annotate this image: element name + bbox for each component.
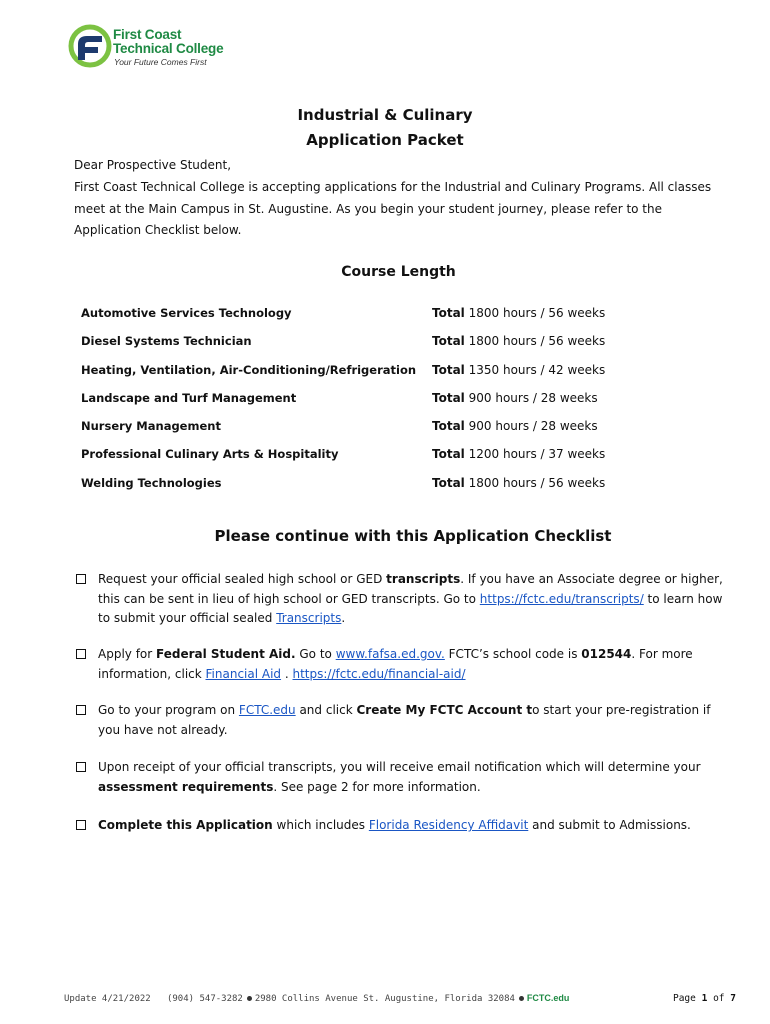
logo-name-line2: Technical College [113, 41, 224, 56]
program-duration: Total 900 hours / 28 weeks [432, 390, 598, 405]
checklist-heading: Please continue with this Application Checklist [214, 527, 612, 545]
program-name: Professional Culinary Arts & Hospitality [81, 447, 339, 462]
program-name: Diesel Systems Technician [81, 334, 252, 349]
transcripts-url-link[interactable]: https://fctc.edu/transcripts/ [479, 591, 644, 606]
checklist-item-transcripts: Request your official sealed high school or GED transcripts. If you have an Associate degree or higher, this can be sent in lieu of high school or GED transcripts. Go to https://fctc.edu/transcripts/ to learn how to submit your official sealed Transcripts. [76, 570, 736, 629]
residency-affidavit-link[interactable]: Florida Residency Affidavit [368, 818, 529, 832]
page-footer [64, 993, 744, 1004]
program-duration: Total 1200 hours / 37 weeks [432, 447, 606, 462]
checkbox-icon[interactable] [76, 574, 86, 584]
fctc-site-link[interactable]: FCTC.edu [238, 703, 296, 717]
program-name: Welding Technologies [81, 475, 222, 490]
transcripts-link[interactable]: Transcripts [276, 611, 342, 625]
table-row [81, 306, 641, 334]
program-name: Automotive Services Technology [81, 306, 292, 320]
page-title-line2: Application Packet [306, 131, 464, 149]
footer-update-date: Update 4/21/2022 [64, 994, 151, 1004]
checklist-item-create-account: Go to your program on FCTC.edu and click Create My FCTC Account to start your pre-registration if you have not already. [76, 701, 736, 740]
footer-site: FCTC.edu [526, 993, 570, 1003]
checklist-item-financial-aid: Apply for Federal Student Aid. Go to www.fafsa.ed.gov. FCTC’s school code is 012544. For more information, click Financial Aid . https://fctc.edu/financial-aid/ [76, 645, 736, 684]
checklist-item-assessment: Upon receipt of your official transcripts, you will receive email notification which will determine your assessment requirements. See page 2 for more information. [76, 758, 736, 797]
checkbox-icon[interactable] [76, 649, 86, 659]
program-duration: Total 1800 hours / 56 weeks [432, 334, 606, 349]
course-length-table [81, 306, 641, 504]
fctc-logo-mark-icon [68, 24, 112, 68]
checklist-item-complete-application: Complete this Application which includes Florida Residency Affidavit and submit to Admissions. [76, 816, 736, 836]
program-duration: Total 1350 hours / 42 weeks [432, 362, 606, 377]
course-length-heading: Course Length [341, 264, 456, 280]
checkbox-icon[interactable] [76, 762, 86, 772]
table-row [81, 363, 641, 391]
greeting: Dear Prospective Student, [74, 158, 232, 172]
program-name: Nursery Management [81, 419, 221, 434]
program-duration: Total 1800 hours / 56 weeks [432, 475, 606, 490]
fafsa-link[interactable]: www.fafsa.ed.gov. [335, 647, 445, 661]
school-code: 012544 [581, 647, 632, 661]
table-row [81, 391, 641, 419]
bullet-icon [519, 996, 524, 1001]
footer-address: 2980 Collins Avenue St. Augustine, Florida 32084 [254, 994, 515, 1004]
program-name: Heating, Ventilation, Air-Conditioning/Refrigeration [81, 362, 417, 377]
financial-aid-link[interactable]: Financial Aid [205, 666, 282, 681]
footer-phone: (904) 547-3282 [166, 994, 243, 1004]
program-name: Landscape and Turf Management [81, 390, 297, 405]
financial-aid-url-link[interactable]: https://fctc.edu/financial-aid/ [292, 666, 466, 681]
college-logo [68, 24, 268, 70]
table-row [81, 334, 641, 362]
checkbox-icon[interactable] [76, 705, 86, 715]
program-duration: Total 1800 hours / 56 weeks [432, 306, 606, 320]
program-duration: Total 900 hours / 28 weeks [432, 419, 598, 434]
checkbox-icon[interactable] [76, 820, 86, 830]
page-title-line1: Industrial & Culinary [297, 106, 473, 124]
table-row [81, 476, 641, 504]
table-row [81, 419, 641, 447]
table-row [81, 447, 641, 475]
bullet-icon [247, 996, 252, 1001]
intro-paragraph: First Coast Technical College is accepting applications for the Industrial and Culinary Programs. All classes meet at the Main Campus in St. Augustine. As you begin your student journey, please refer to the Application Checklist below. [74, 180, 712, 237]
logo-name-line1: First Coast [113, 27, 182, 42]
page-number: Page 1 of 7 [672, 993, 736, 1004]
logo-tagline: Your Future Comes First [114, 57, 207, 67]
